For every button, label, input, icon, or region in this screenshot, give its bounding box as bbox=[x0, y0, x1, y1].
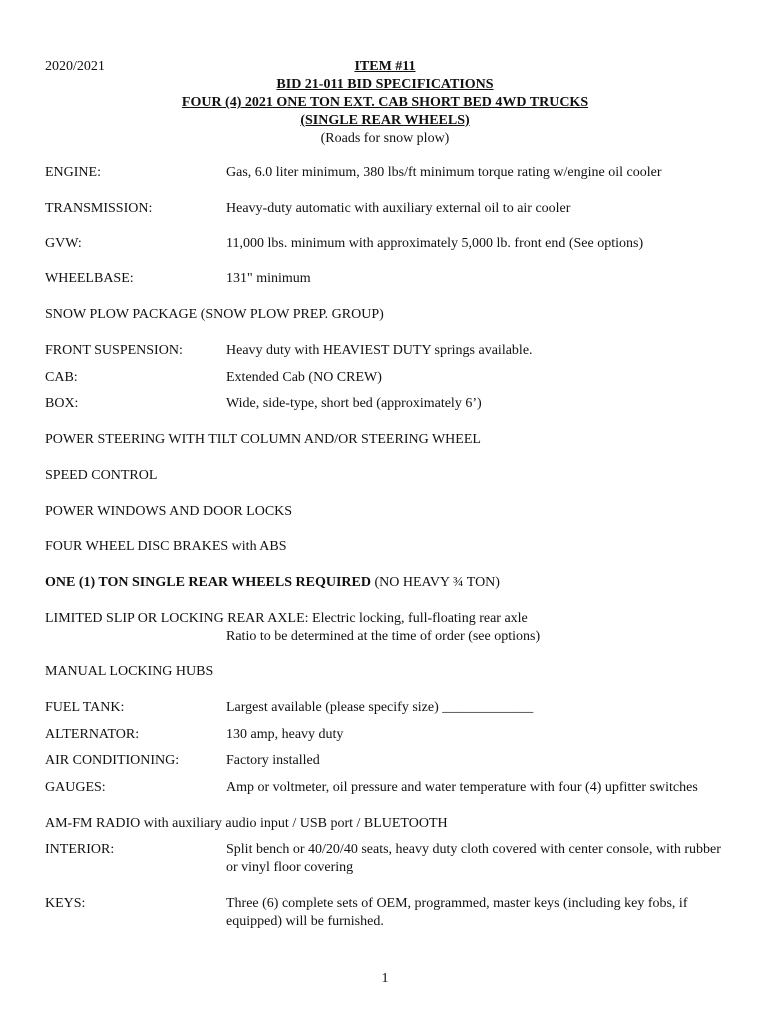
document-subtitle: (SINGLE REAR WHEELS) bbox=[300, 113, 470, 128]
spec-label: CAB: bbox=[45, 370, 78, 385]
spec-line-hubs: MANUAL LOCKING HUBS bbox=[45, 664, 214, 679]
spec-value: Extended Cab (NO CREW) bbox=[226, 370, 382, 385]
spec-line-snow-plow: SNOW PLOW PACKAGE (SNOW PLOW PREP. GROUP) bbox=[45, 307, 384, 322]
spec-label: GVW: bbox=[45, 236, 82, 251]
spec-value: 130 amp, heavy duty bbox=[226, 727, 344, 742]
spec-line-power-steering: POWER STEERING WITH TILT COLUMN AND/OR STEERING WHEEL bbox=[45, 432, 481, 447]
spec-value: Amp or voltmeter, oil pressure and water temperature with four (4) upfitter switches bbox=[226, 780, 698, 795]
spec-line-one-ton bbox=[45, 574, 735, 592]
spec-label: ALTERNATOR: bbox=[45, 727, 140, 742]
item-number: ITEM #11 bbox=[354, 59, 416, 74]
document-year: 2020/2021 bbox=[45, 59, 105, 74]
spec-line-brakes: FOUR WHEEL DISC BRAKES with ABS bbox=[45, 539, 287, 554]
spec-line-radio: AM-FM RADIO with auxiliary audio input / USB port / BLUETOOTH bbox=[45, 816, 448, 831]
spec-value: 131" minimum bbox=[226, 271, 311, 286]
spec-label: BOX: bbox=[45, 396, 79, 411]
spec-value: Three (6) complete sets of OEM, programmed, master keys (including key fobs, if equipped) will be furnished. bbox=[226, 896, 688, 929]
spec-label: WHEELBASE: bbox=[45, 271, 134, 286]
document-note: (Roads for snow plow) bbox=[320, 131, 450, 146]
spec-label: AIR CONDITIONING: bbox=[45, 753, 180, 768]
spec-value: Heavy duty with HEAVIEST DUTY springs available. bbox=[226, 343, 533, 358]
page-number: 1 bbox=[381, 971, 389, 986]
one-ton-note: (NO HEAVY ¾ TON) bbox=[370, 575, 500, 590]
spec-value: Split bench or 40/20/40 seats, heavy duty cloth covered with center console, with rubber or vinyl floor covering bbox=[226, 842, 721, 875]
spec-value: Wide, side-type, short bed (approximately 6’) bbox=[226, 396, 482, 411]
document-title: FOUR (4) 2021 ONE TON EXT. CAB SHORT BED 4WD TRUCKS bbox=[181, 95, 589, 110]
spec-label: FUEL TANK: bbox=[45, 700, 125, 715]
spec-label: FRONT SUSPENSION: bbox=[45, 343, 183, 358]
spec-label: KEYS: bbox=[45, 896, 86, 911]
spec-label: GAUGES: bbox=[45, 780, 106, 795]
spec-line-speed-control: SPEED CONTROL bbox=[45, 468, 158, 483]
spec-line-power-windows: POWER WINDOWS AND DOOR LOCKS bbox=[45, 504, 293, 519]
spec-value: Factory installed bbox=[226, 753, 320, 768]
axle-ratio-text: Ratio to be determined at the time of order (see options) bbox=[226, 629, 541, 644]
spec-value: 11,000 lbs. minimum with approximately 5,000 lb. front end (See options) bbox=[226, 236, 644, 251]
spec-label: ENGINE: bbox=[45, 165, 101, 180]
document-header bbox=[0, 58, 770, 148]
spec-label: INTERIOR: bbox=[45, 842, 115, 857]
spec-value: Largest available (please specify size) _____________ bbox=[226, 700, 534, 715]
spec-value: Gas, 6.0 liter minimum, 380 lbs/ft minimum torque rating w/engine oil cooler bbox=[226, 165, 662, 180]
spec-value: Heavy-duty automatic with auxiliary external oil to air cooler bbox=[226, 201, 571, 216]
spec-label: TRANSMISSION: bbox=[45, 201, 153, 216]
one-ton-required: ONE (1) TON SINGLE REAR WHEELS REQUIRED bbox=[45, 575, 371, 590]
spec-line-axle: LIMITED SLIP OR LOCKING REAR AXLE: Electric locking, full-floating rear axle bbox=[45, 611, 528, 626]
bid-number: BID 21-011 BID SPECIFICATIONS bbox=[276, 77, 494, 92]
